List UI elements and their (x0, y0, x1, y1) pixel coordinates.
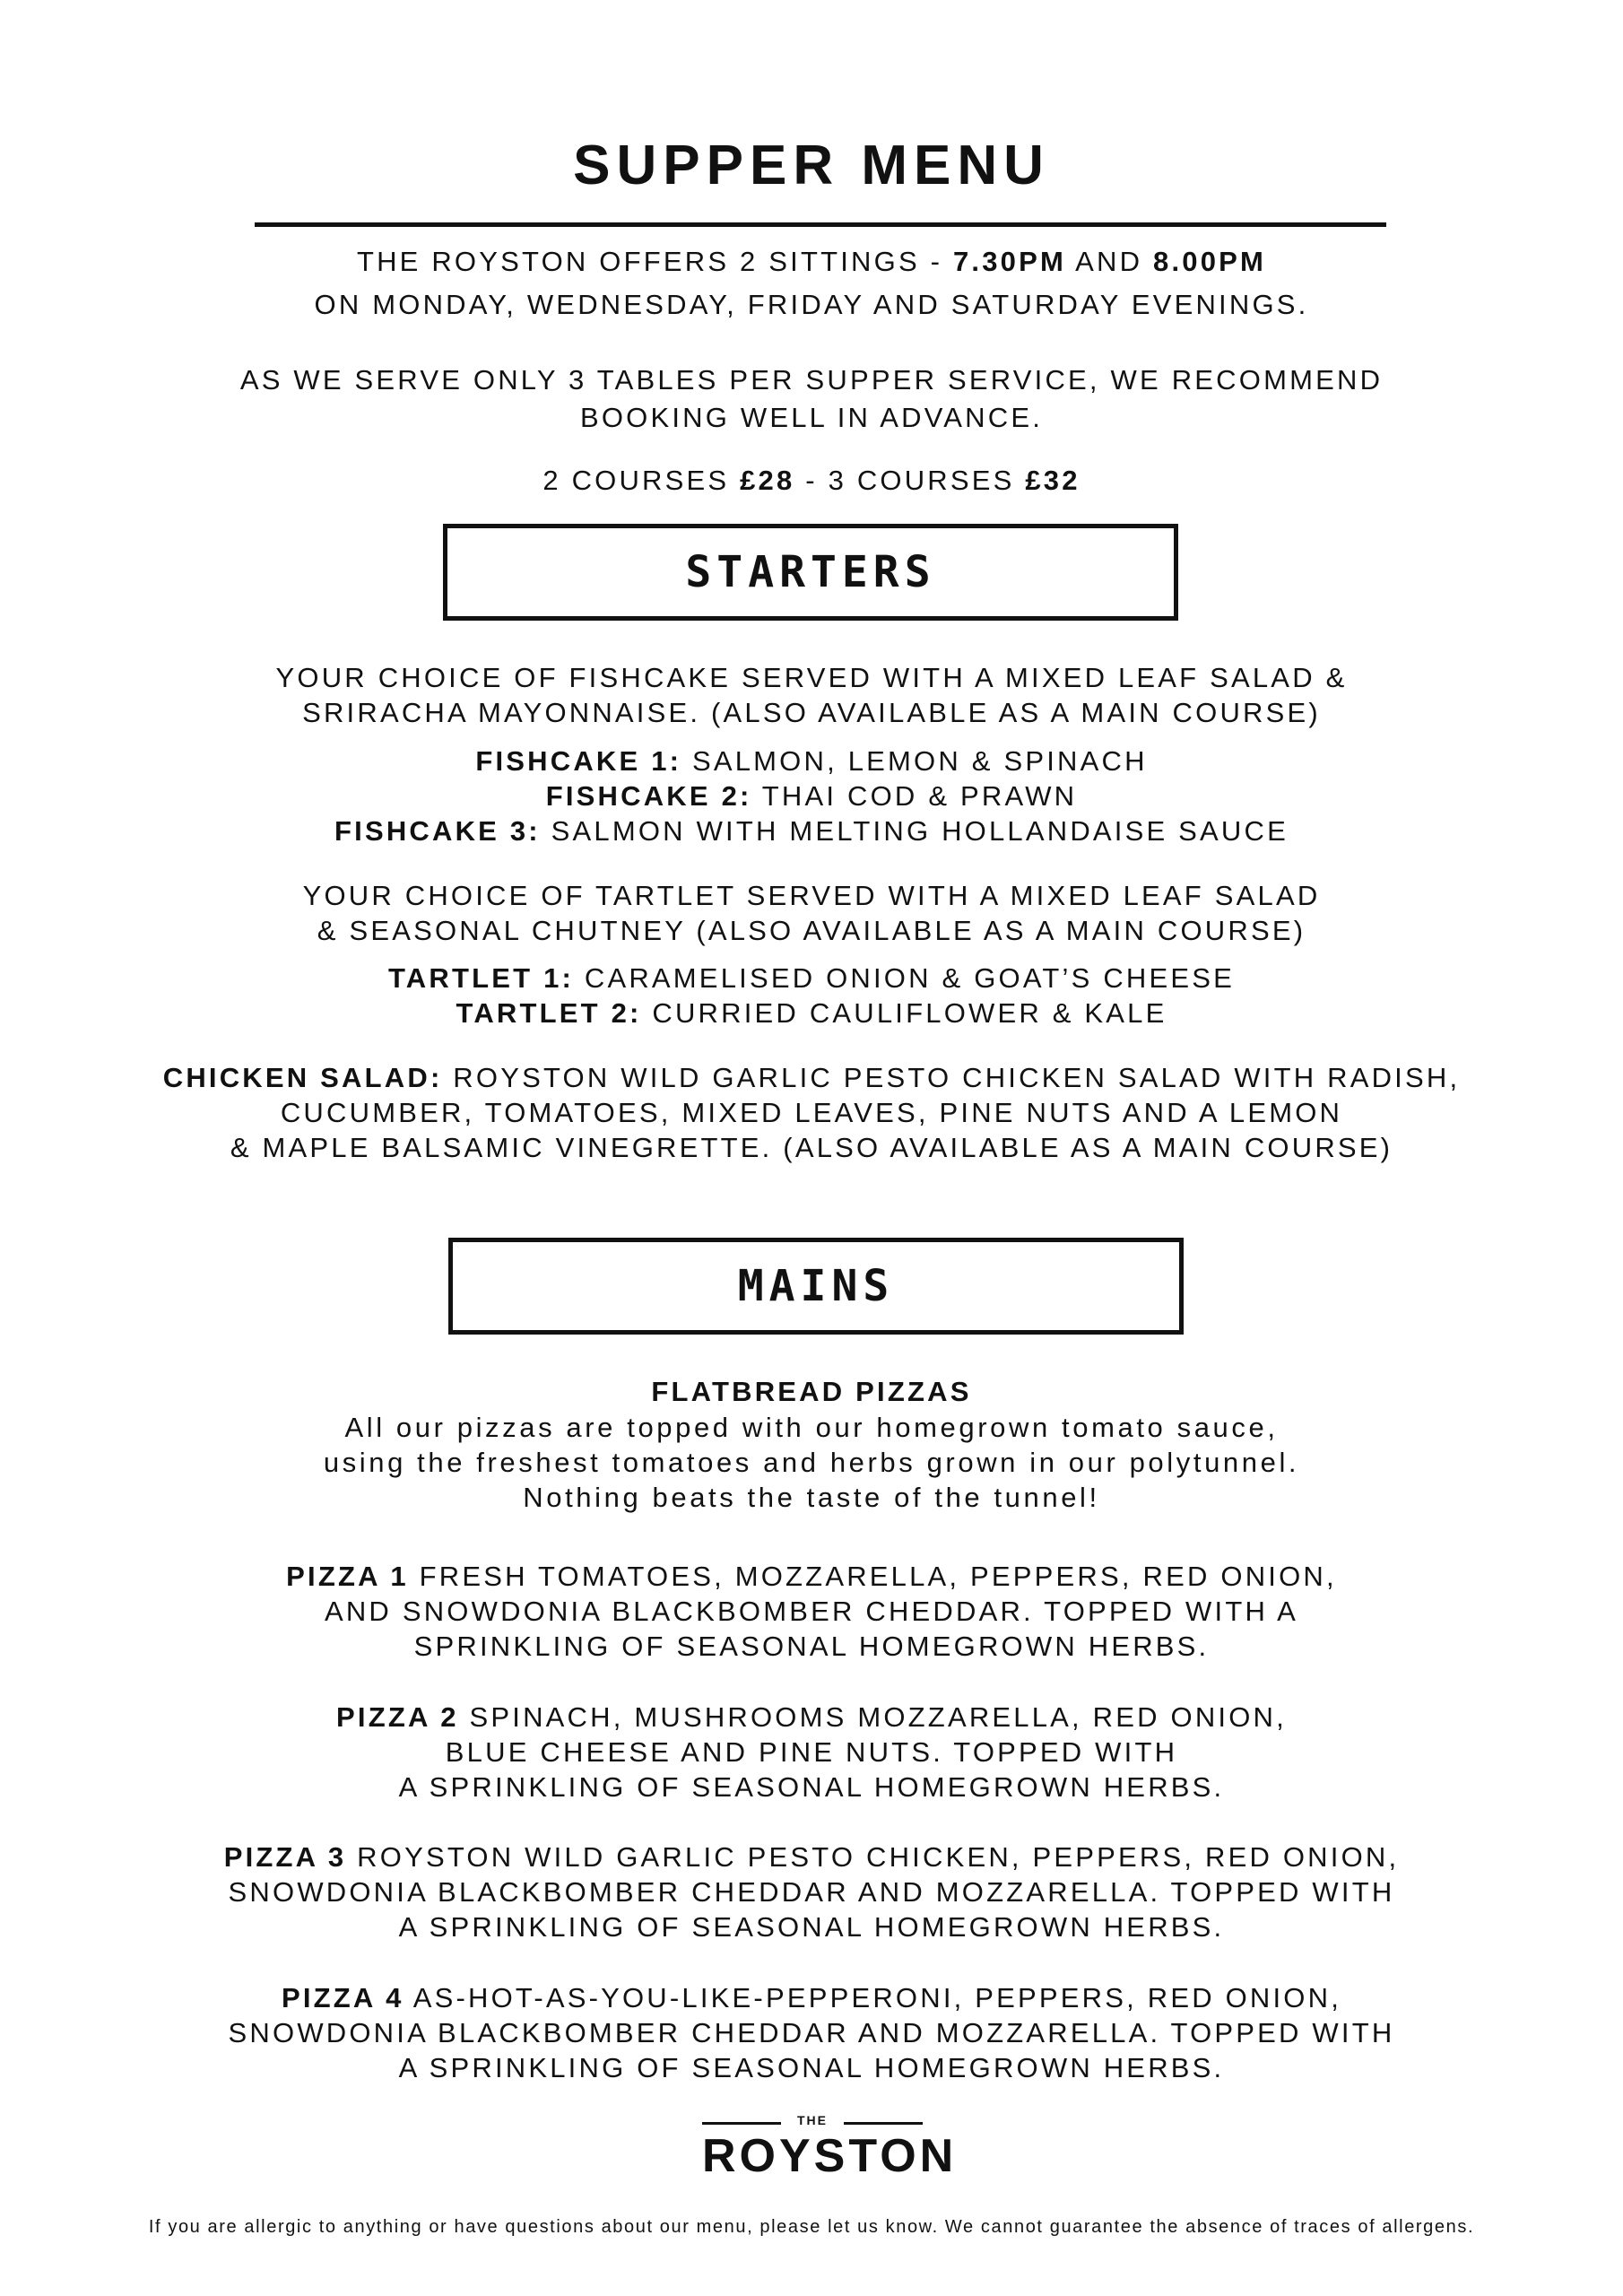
price-2-courses: £28 (740, 465, 795, 496)
pizza-2-line3: A SPRINKLING OF SEASONAL HOMEGROWN HERBS. (398, 1771, 1225, 1803)
price-2-courses-label: 2 COURSES (542, 465, 741, 496)
sitting-time-1: 7.30PM (952, 246, 1067, 277)
pizza-label: PIZZA 1 (286, 1561, 409, 1592)
pizza-3-line2: SNOWDONIA BLACKBOMBER CHEDDAR AND MOZZARELLA. TOPPED WITH (228, 1876, 1395, 1908)
fishcake-item (0, 778, 1623, 814)
pizza-1-line3: SPRINKLING OF SEASONAL HOMEGROWN HERBS. (413, 1631, 1210, 1662)
fishcake-desc: SALMON WITH MELTING HOLLANDAISE SAUCE (540, 815, 1289, 847)
tartlet-item (0, 961, 1623, 996)
sittings-text: THE ROYSTON OFFERS 2 SITTINGS - (356, 246, 953, 277)
price-line (0, 463, 1623, 499)
fishcake-intro-line2: SRIRACHA MAYONNAISE. (ALSO AVAILABLE AS A MAIN COURSE) (302, 697, 1321, 728)
tartlet-item (0, 996, 1623, 1031)
tartlet-intro-line1: YOUR CHOICE OF TARTLET SERVED WITH A MIXED LEAF SALAD (302, 880, 1321, 911)
chicken-salad-desc: ROYSTON WILD GARLIC PESTO CHICKEN SALAD WITH RADISH, (442, 1062, 1461, 1093)
royston-logo (702, 2111, 958, 2183)
fishcake-label: FISHCAKE 3: (334, 815, 541, 847)
fishcake-item (0, 813, 1623, 849)
fishcake-item (0, 744, 1623, 779)
logo-the: THE (797, 2113, 828, 2127)
pizza-label: PIZZA 3 (223, 1841, 347, 1873)
pizza-2-line2: BLUE CHEESE AND PINE NUTS. TOPPED WITH (445, 1736, 1178, 1768)
sitting-time-2: 8.00PM (1153, 246, 1267, 277)
pizza-desc: SPINACH, MUSHROOMS MOZZARELLA, RED ONION, (458, 1701, 1287, 1733)
pizza-2-line1 (0, 1700, 1623, 1735)
flatbread-desc-line2: using the freshest tomatoes and herbs grown in our polytunnel. (323, 1447, 1300, 1478)
fishcake-intro-line1: YOUR CHOICE OF FISHCAKE SERVED WITH A MIXED LEAF SALAD & (275, 662, 1348, 693)
allergen-footer: If you are allergic to anything or have questions about our menu, please let us know. We cannot guarantee the absence of traces of allergens. (148, 2217, 1475, 2237)
tables-note-line1: AS WE SERVE ONLY 3 TABLES PER SUPPER SERVICE, WE RECOMMEND (239, 364, 1384, 396)
fishcake-desc: THAI COD & PRAWN (751, 780, 1078, 812)
pizza-4-line3: A SPRINKLING OF SEASONAL HOMEGROWN HERBS. (398, 2052, 1225, 2083)
starters-heading: STARTERS (685, 547, 936, 597)
sittings-line (0, 244, 1623, 280)
title-divider (255, 222, 1386, 227)
price-3-courses: £32 (1025, 465, 1081, 496)
pizza-1-line2: AND SNOWDONIA BLACKBOMBER CHEDDAR. TOPPED WITH A (324, 1596, 1299, 1627)
chicken-salad-line2: CUCUMBER, TOMATOES, MIXED LEAVES, PINE NUTS AND A LEMON (280, 1097, 1343, 1128)
chicken-salad-label: CHICKEN SALAD: (162, 1062, 443, 1093)
tartlet-intro-line2: & SEASONAL CHUTNEY (ALSO AVAILABLE AS A MAIN COURSE) (317, 915, 1306, 946)
pizza-3-line1 (0, 1839, 1623, 1875)
tartlet-label: TARTLET 2: (456, 997, 642, 1029)
tartlet-label: TARTLET 1: (387, 962, 575, 994)
pizza-label: PIZZA 4 (281, 1982, 404, 2013)
pizza-desc: AS-HOT-AS-YOU-LIKE-PEPPERONI, PEPPERS, RED ONION, (404, 1982, 1342, 2013)
pizza-4-line2: SNOWDONIA BLACKBOMBER CHEDDAR AND MOZZARELLA. TOPPED WITH (228, 2017, 1395, 2048)
starters-heading-box (443, 524, 1178, 621)
flatbread-desc-line1: All our pizzas are topped with our homegrown tomato sauce, (344, 1412, 1279, 1443)
tables-note-line2: BOOKING WELL IN ADVANCE. (579, 402, 1044, 433)
logo-name: ROYSTON (702, 2130, 958, 2182)
tartlet-desc: CURRIED CAULIFLOWER & KALE (641, 997, 1167, 1029)
chicken-salad-line3: & MAPLE BALSAMIC VINEGRETTE. (ALSO AVAILABLE AS A MAIN COURSE) (230, 1132, 1393, 1163)
flatbread-desc-line3: Nothing beats the taste of the tunnel! (523, 1482, 1100, 1513)
flatbread-heading: FLATBREAD PIZZAS (651, 1376, 972, 1407)
mains-heading-box (448, 1238, 1184, 1335)
pizza-3-line3: A SPRINKLING OF SEASONAL HOMEGROWN HERBS. (398, 1911, 1225, 1943)
fishcake-desc: SALMON, LEMON & SPINACH (681, 745, 1148, 777)
pizza-desc: ROYSTON WILD GARLIC PESTO CHICKEN, PEPPERS, RED ONION, (346, 1841, 1400, 1873)
price-3-courses-label: - 3 COURSES (794, 465, 1026, 496)
tartlet-desc: CARAMELISED ONION & GOAT’S CHEESE (574, 962, 1236, 994)
mains-heading: MAINS (737, 1261, 895, 1311)
pizza-1-line1 (0, 1559, 1623, 1595)
pizza-desc: FRESH TOMATOES, MOZZARELLA, PEPPERS, RED ONION, (408, 1561, 1337, 1592)
chicken-salad-line1 (0, 1060, 1623, 1096)
page-title: SUPPER MENU (573, 135, 1050, 196)
sittings-days: ON MONDAY, WEDNESDAY, FRIDAY AND SATURDAY EVENINGS. (314, 289, 1309, 320)
pizza-label: PIZZA 2 (336, 1701, 459, 1733)
pizza-4-line1 (0, 1980, 1623, 2016)
sittings-and: AND (1066, 246, 1153, 277)
fishcake-label: FISHCAKE 2: (545, 780, 752, 812)
fishcake-label: FISHCAKE 1: (475, 745, 682, 777)
